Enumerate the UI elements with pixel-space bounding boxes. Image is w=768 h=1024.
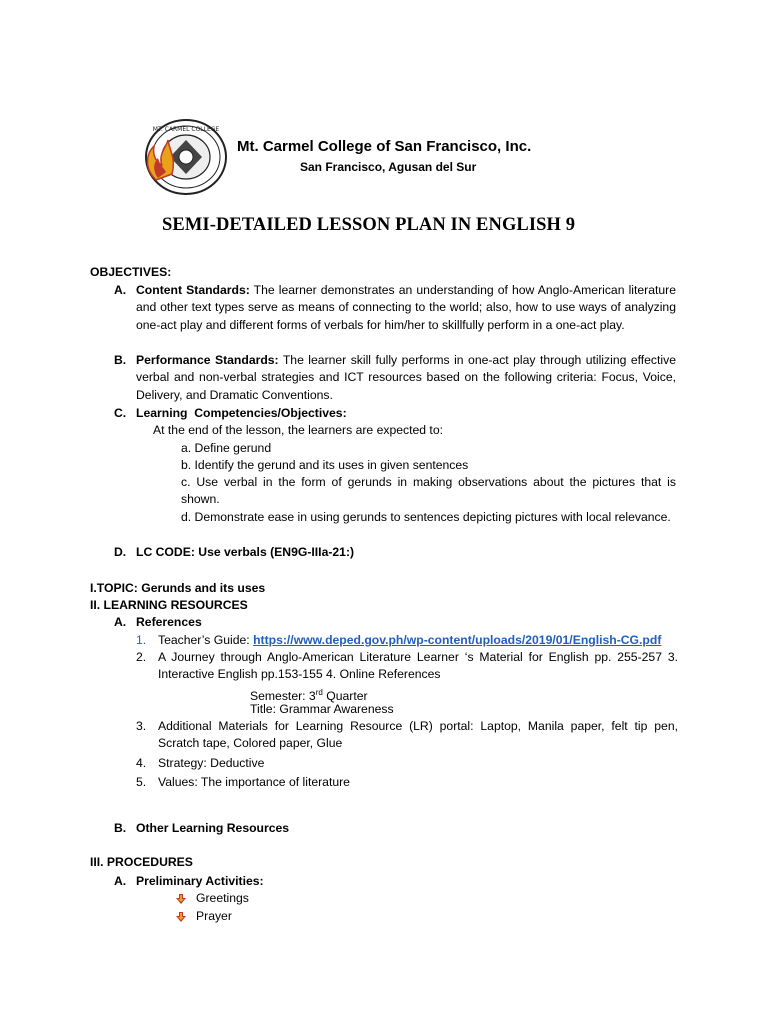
objective-a-label: Content Standards: — [136, 283, 250, 297]
school-name: Mt. Carmel College of San Francisco, Inc. — [237, 138, 532, 155]
ref1-number: 1. — [136, 633, 147, 647]
ref2-number: 2. — [136, 650, 147, 664]
ref4-text: Strategy: Deductive — [158, 756, 265, 770]
ref1-label: Teacher’s Guide: — [158, 633, 254, 647]
topic: I.TOPIC: Gerunds and its uses — [90, 581, 266, 595]
svg-text:MT. CARMEL COLLEGE: MT. CARMEL COLLEGE — [152, 126, 220, 133]
ref4-number: 4. — [136, 756, 147, 770]
objective-c-marker: C. — [114, 406, 127, 420]
objective-a-text: The learner demonstrates an understanding of how Anglo-American literature and other text types serve as means of connecting to the world; also, how to use ways of analyzing one-act play and different forms of verbals for him/her to skillfully perform in a one-act play. — [136, 283, 677, 332]
objective-b — [136, 352, 676, 404]
objective-b-text: The learner skill fully performs in one-act play through utilizing effective verbal and non-verbal strategies and ICT resources based on the following criteria: Focus, Voice, Delivery, and Dramatic Conventions. — [136, 353, 676, 402]
ref5-text: Values: The importance of literature — [158, 775, 350, 789]
procedures-heading: III. PROCEDURES — [90, 855, 193, 869]
school-seal-icon — [136, 118, 228, 196]
procedure-bullet-prayer: Prayer — [196, 909, 232, 923]
objective-c-intro: At the end of the lesson, the learners are expected to: — [153, 423, 443, 437]
arrow-bullet-icon — [175, 910, 187, 928]
arrow-bullet-icon — [175, 892, 187, 910]
semester-sup: rd — [315, 688, 323, 697]
resources-a-marker: A. — [114, 615, 127, 629]
objective-b-marker: B. — [114, 353, 127, 367]
resources-b-label: Other Learning Resources — [136, 821, 290, 835]
teachers-guide-link[interactable]: https://www.deped.gov.ph/wp-content/uploads/2019/01/English-CG.pdf — [253, 633, 662, 647]
ref3-text: Additional Materials for Learning Resource (LR) portal: Laptop, Manila paper, felt tip pen, Scratch tape, Colored paper, Glue — [158, 719, 678, 751]
page-title: SEMI-DETAILED LESSON PLAN IN ENGLISH 9 — [162, 215, 576, 235]
objective-c-item-d: d. Demonstrate ease in using gerunds to sentences depicting pictures with local relevance. — [181, 510, 671, 524]
objective-c-item-b: b. Identify the gerund and its uses in given sentences — [181, 458, 469, 472]
school-address: San Francisco, Agusan del Sur — [300, 160, 477, 174]
objective-b-label: Performance Standards: — [136, 353, 279, 367]
title-line: Title: Grammar Awareness — [250, 702, 394, 716]
resources-heading: II. LEARNING RESOURCES — [90, 598, 248, 612]
procedure-bullet-greetings: Greetings — [196, 891, 249, 905]
objective-c-item-c: c. Use verbal in the form of gerunds in making observations about the pictures that is shown. — [181, 475, 676, 507]
resources-a-label: References — [136, 615, 202, 629]
objective-d-text: LC CODE: Use verbals (EN9G-IIIa-21:) — [136, 545, 355, 559]
ref5-number: 5. — [136, 775, 147, 789]
objective-c-label: Learning Competencies/Objectives: — [136, 406, 347, 420]
objective-d-marker: D. — [114, 545, 127, 559]
ref2-text: A Journey through Anglo-American Literature Learner ‘s Material for English pp. 255-257 3. Interactive English pp.153-155 4. Online References — [158, 650, 678, 682]
procedures-a-marker: A. — [114, 874, 127, 888]
ref3-number: 3. — [136, 719, 147, 733]
school-seal — [136, 118, 228, 196]
objective-c-item-a: a. Define gerund — [181, 441, 272, 455]
objective-a — [136, 282, 676, 334]
resources-b-marker: B. — [114, 821, 127, 835]
semester-label: Semester: 3 — [250, 689, 316, 704]
objective-a-marker: A. — [114, 283, 127, 297]
objectives-heading: OBJECTIVES: — [90, 265, 172, 279]
semester-rest: Quarter — [322, 689, 368, 704]
ref1 — [158, 632, 661, 649]
procedures-a-label: Preliminary Activities: — [136, 874, 264, 888]
